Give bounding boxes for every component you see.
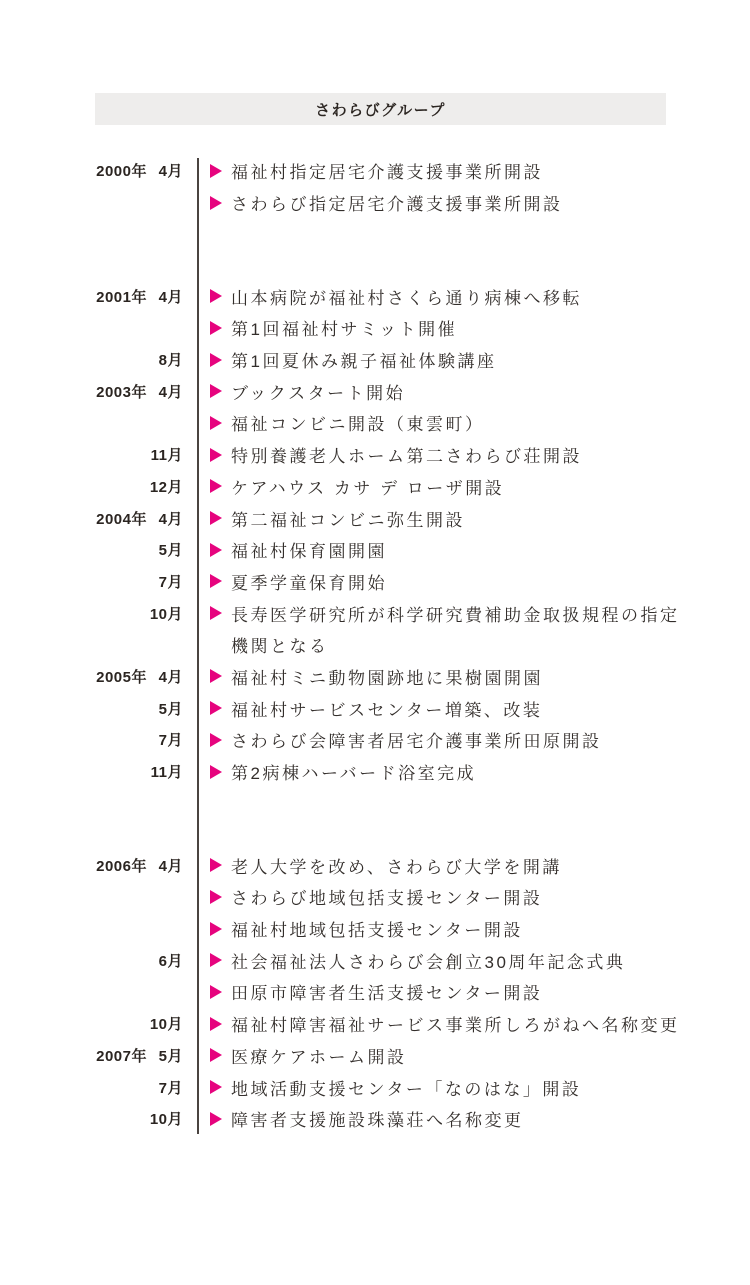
timeline-row xyxy=(0,629,750,661)
timeline-row xyxy=(0,849,750,881)
timeline-row xyxy=(0,439,750,471)
timeline-row xyxy=(0,407,750,439)
timeline-month-label: 7月 xyxy=(158,573,183,591)
timeline-date xyxy=(0,855,183,876)
timeline-year-label: 2003年 xyxy=(96,383,147,401)
timeline-month-label: 10月 xyxy=(149,605,183,623)
triangle-bullet-icon xyxy=(210,289,222,303)
timeline-date xyxy=(0,444,183,465)
triangle-bullet-icon xyxy=(210,448,222,462)
triangle-bullet-icon xyxy=(210,353,222,367)
timeline-year-label: 2006年 xyxy=(96,857,147,875)
timeline-event-text: 障害者支援施設珠藻荘へ名称変更 xyxy=(231,1111,524,1131)
timeline-month-label: 4月 xyxy=(158,288,183,306)
triangle-bullet-icon xyxy=(210,416,222,430)
timeline-month-label: 5月 xyxy=(158,1047,183,1065)
timeline-row xyxy=(0,187,750,219)
timeline-month-label: 6月 xyxy=(158,952,183,970)
timeline-month-label: 7月 xyxy=(158,732,183,750)
timeline-row xyxy=(0,724,750,756)
timeline-month-label: 4月 xyxy=(158,163,183,181)
timeline-date xyxy=(0,571,183,592)
timeline-event-text: 山本病院が福祉村さくら通り病棟へ移転 xyxy=(231,288,582,308)
timeline-event-text: さわらび指定居宅介護支援事業所開設 xyxy=(231,195,563,215)
timeline-row xyxy=(0,155,750,187)
timeline-row xyxy=(0,692,750,724)
triangle-bullet-icon xyxy=(210,922,222,936)
triangle-bullet-icon xyxy=(210,479,222,493)
timeline-event-text: 福祉村障害福祉サービス事業所しろがねへ名称変更 xyxy=(231,1016,680,1036)
timeline-event-text: 第二福祉コンビニ弥生開設 xyxy=(231,510,465,530)
timeline-event-text: 機関となる xyxy=(231,637,329,657)
timeline-row xyxy=(0,913,750,945)
timeline-event-text: 特別養護老人ホーム第二さわらび荘開設 xyxy=(231,447,582,467)
page-title: さわらびグループ xyxy=(315,101,446,119)
timeline-row xyxy=(0,566,750,598)
timeline-month-label: 11月 xyxy=(150,764,183,782)
timeline-date xyxy=(0,160,183,181)
timeline-month-label: 12月 xyxy=(149,478,183,496)
triangle-bullet-icon xyxy=(210,511,222,525)
timeline-rows xyxy=(0,155,750,1135)
timeline-row xyxy=(0,661,750,693)
timeline-row xyxy=(0,312,750,344)
timeline-row xyxy=(0,471,750,503)
timeline-event-text: 福祉コンビニ開設（東雲町） xyxy=(231,415,485,435)
timeline-date xyxy=(0,539,183,560)
timeline-month-label: 7月 xyxy=(158,1079,183,1097)
triangle-bullet-icon xyxy=(210,1080,222,1094)
timeline-event-text: 福祉村地域包括支援センター開設 xyxy=(231,921,523,941)
timeline-row xyxy=(0,944,750,976)
timeline xyxy=(0,155,750,1135)
triangle-bullet-icon xyxy=(210,953,222,967)
triangle-bullet-icon xyxy=(210,858,222,872)
triangle-bullet-icon xyxy=(210,669,222,683)
triangle-bullet-icon xyxy=(210,164,222,178)
timeline-date xyxy=(0,729,183,750)
timeline-event-text: 長寿医学研究所が科学研究費補助金取扱規程の指定 xyxy=(231,605,680,625)
timeline-month-label: 8月 xyxy=(158,352,183,370)
timeline-event-text: 福祉村ミニ動物園跡地に果樹園開園 xyxy=(231,668,543,688)
timeline-year-label: 2001年 xyxy=(96,288,147,306)
timeline-date xyxy=(0,476,183,497)
timeline-date xyxy=(0,950,183,971)
timeline-date xyxy=(0,698,183,719)
timeline-date xyxy=(0,508,183,529)
timeline-row xyxy=(0,756,750,788)
timeline-event-text: 老人大学を改め、さわらび大学を開講 xyxy=(231,857,562,877)
triangle-bullet-icon xyxy=(210,765,222,779)
triangle-bullet-icon xyxy=(210,606,222,620)
timeline-date xyxy=(0,1045,183,1066)
timeline-event-text: 田原市障害者生活支援センター開設 xyxy=(231,984,543,1004)
timeline-month-label: 11月 xyxy=(150,447,183,465)
timeline-month-label: 5月 xyxy=(158,700,183,718)
timeline-month-label: 10月 xyxy=(149,1111,183,1129)
timeline-year-label: 2005年 xyxy=(96,668,147,686)
timeline-row xyxy=(0,1040,750,1072)
timeline-event-text: 医療ケアホーム開設 xyxy=(231,1047,407,1067)
timeline-date xyxy=(0,1077,183,1098)
triangle-bullet-icon xyxy=(210,543,222,557)
timeline-row xyxy=(0,375,750,407)
section-header-bar xyxy=(95,93,666,125)
timeline-row xyxy=(0,1103,750,1135)
timeline-month-label: 4月 xyxy=(158,383,183,401)
timeline-date xyxy=(0,381,183,402)
timeline-date xyxy=(0,761,183,782)
timeline-row xyxy=(0,280,750,312)
timeline-date xyxy=(0,666,183,687)
triangle-bullet-icon xyxy=(210,1048,222,1062)
timeline-event-text: 第1回夏休み親子福祉体験講座 xyxy=(231,352,497,372)
timeline-event-text: さわらび地域包括支援センター開設 xyxy=(231,889,543,909)
timeline-event-text: 福祉村保育園開園 xyxy=(231,542,387,562)
timeline-month-label: 5月 xyxy=(158,542,183,560)
timeline-event-text: 夏季学童保育開始 xyxy=(231,573,387,593)
timeline-month-label: 4月 xyxy=(158,668,183,686)
timeline-year-label: 2007年 xyxy=(96,1047,147,1065)
timeline-event-text: ケアハウス カサ デ ローザ開設 xyxy=(231,478,505,498)
timeline-event-text: 福祉村サービスセンター増築、改装 xyxy=(231,700,543,720)
timeline-row xyxy=(0,597,750,629)
triangle-bullet-icon xyxy=(210,1112,222,1126)
timeline-row xyxy=(0,1071,750,1103)
timeline-row xyxy=(0,534,750,566)
triangle-bullet-icon xyxy=(210,196,222,210)
triangle-bullet-icon xyxy=(210,384,222,398)
triangle-bullet-icon xyxy=(210,321,222,335)
timeline-row xyxy=(0,1008,750,1040)
timeline-vertical-line xyxy=(197,158,199,1134)
timeline-event-text: 社会福祉法人さわらび会創立30周年記念式典 xyxy=(231,952,626,972)
timeline-month-label: 4月 xyxy=(158,857,183,875)
timeline-event-text: 地域活動支援センター「なのはな」開設 xyxy=(231,1079,582,1099)
timeline-event-text: ブックスタート開始 xyxy=(231,383,406,403)
timeline-row xyxy=(0,344,750,376)
timeline-row xyxy=(0,976,750,1008)
timeline-row xyxy=(0,881,750,913)
timeline-event-text: さわらび会障害者居宅介護事業所田原開設 xyxy=(231,732,602,752)
timeline-year-label: 2000年 xyxy=(96,163,147,181)
timeline-year-label: 2004年 xyxy=(96,510,147,528)
triangle-bullet-icon xyxy=(210,1017,222,1031)
timeline-month-label: 10月 xyxy=(149,1016,183,1034)
timeline-date xyxy=(0,1013,183,1034)
timeline-date xyxy=(0,1108,183,1129)
triangle-bullet-icon xyxy=(210,985,222,999)
timeline-event-text: 第1回福祉村サミット開催 xyxy=(231,320,458,340)
timeline-event-text: 第2病棟ハーバード浴室完成 xyxy=(231,764,477,784)
timeline-date xyxy=(0,349,183,370)
triangle-bullet-icon xyxy=(210,890,222,904)
timeline-row xyxy=(0,502,750,534)
timeline-date xyxy=(0,286,183,307)
timeline-event-text: 福祉村指定居宅介護支援事業所開設 xyxy=(231,163,543,183)
timeline-date xyxy=(0,603,183,624)
triangle-bullet-icon xyxy=(210,701,222,715)
triangle-bullet-icon xyxy=(210,574,222,588)
timeline-month-label: 4月 xyxy=(158,510,183,528)
triangle-bullet-icon xyxy=(210,733,222,747)
